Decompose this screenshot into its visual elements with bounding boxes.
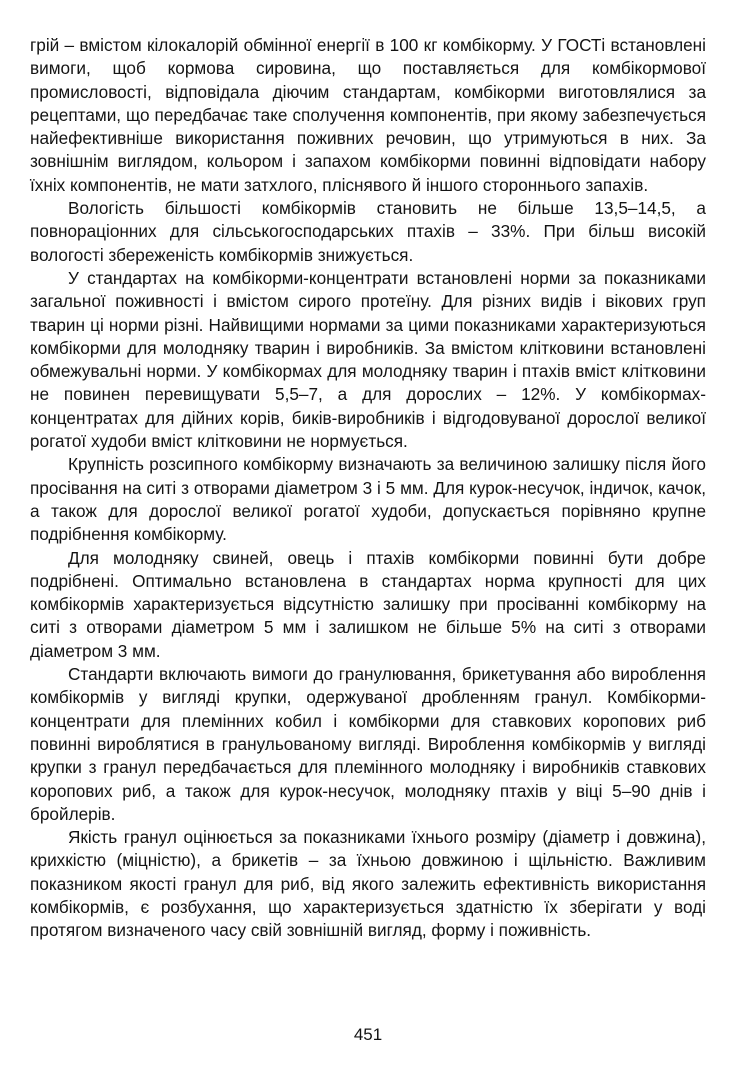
paragraph-6: Стандарти включають вимоги до гранулювання, брикетування або вироблення комбікормів у вигляді крупки, одержуваної дробленням гранул. Комбікорми-концентрати для племінних кобил і комбікорми для ставкових коропових риб повинні вироблятися в гранульованому вигляді. Вироблення комбікормів у вигляді крупки з гранул передбачається для племінного молодняку і виробників ставкових коропових риб, а також для курок-несучок, молодняку птахів у віці 5–90 днів і бройлерів. bbox=[30, 664, 706, 824]
page-number: 451 bbox=[353, 1025, 383, 1044]
paragraph-5: Для молодняку свиней, овець і птахів комбікорми повинні бути добре подрібнені. Оптимально встановлена в стандартах норма крупності для цих комбікормів характеризується відсутністю залишку при просіванні комбікорму на ситі з отворами діаметром 5 мм і залишком не більше 5% на ситі з отворами діаметром 3 мм. bbox=[30, 547, 706, 661]
paragraph-3: У стандартах на комбікорми-концентрати встановлені норми за показниками загальної поживності і вмістом сирого протеїну. Для різних видів і вікових груп тварин ці норми різні. Найвищими нормами за цими показниками характеризуються комбікорми для молодняку тварин і виробників. За вмістом клітковини встановлені обмежувальні норми. У комбікормах для молодняку тварин і птахів вміст клітковини не повинен перевищувати 5,5–7, а для дорослих – 12%. У комбікормах-концентратах для дійних корів, биків-виробників і відгодовуваної дорослої великої рогатої худоби вміст клітковини не нормується. bbox=[30, 267, 706, 452]
paragraph-7: Якість гранул оцінюється за показниками їхнього розміру (діаметр і довжина), крихкістю (міцністю), а брикетів – за їхньою довжиною і щільністю. Важливим показником якості гранул для риб, від якого залежить ефективність використання комбікормів, є розбухання, що характеризується здатністю їх зберігати у воді протягом визначеного часу свій зовнішній вигляд, форму і поживність. bbox=[30, 827, 706, 941]
paragraph-2: Вологість більшості комбікормів становить не більше 13,5–14,5, а повнораціонних для сільськогосподарських птахів – 33%. При більш високій вологості збереженість комбікормів знижується. bbox=[30, 198, 706, 265]
paragraph-1: грій – вмістом кілокалорій обмінної енергії в 100 кг комбікорму. У ГОСТі встановлені вимоги, щоб кормова сировина, що поставляється для комбікормової промисловості, відповідала діючим стандартам, комбікорми виготовлялися за рецептами, що передбачає таке сполучення компонентів, при якому забезпечується найефективніше використання поживних речовин, що утримуються в них. За зовнішнім виглядом, кольором і запахом комбікорми повинні відповідати набору їхніх компонентів, не мати затхлого, пліснявого й іншого стороннього запахів. bbox=[30, 35, 706, 195]
page-body bbox=[30, 34, 706, 943]
paragraph-4: Крупність розсипного комбікорму визначають за величиною залишку після його просівання на ситі з отворами діаметром 3 і 5 мм. Для курок-несучок, індичок, качок, а також для дорослої великої рогатої худоби, допускається порівняно крупне подрібнення комбікорму. bbox=[30, 454, 706, 545]
